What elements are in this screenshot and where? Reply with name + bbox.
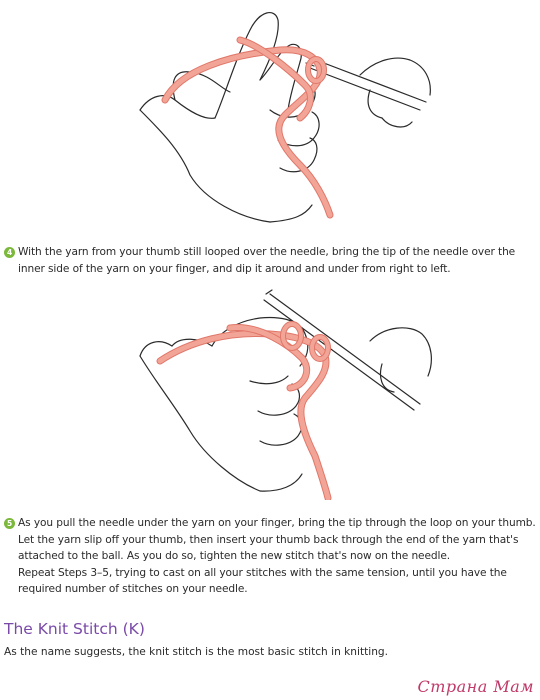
step-4-line-1: With the yarn from your thumb still looped over the needle, bring the tip of the needle over the [18, 246, 516, 258]
step-5-line-3: attached to the ball. As you do so, tighten the new stitch that's now on the needle. [18, 550, 451, 562]
illustration-cast-on-step-4 [120, 0, 440, 228]
thumb [173, 72, 230, 100]
step-5 [4, 515, 536, 598]
step-number-badge: 4 [4, 247, 15, 258]
step-5-line-4: Repeat Steps 3–5, trying to cast on all your stitches with the same tension, until you have the [18, 566, 507, 579]
step-5-line-1: As you pull the needle under the yarn on your finger, bring the tip through the loop on your thumb. [18, 517, 536, 529]
section-body-text: As the name suggests, the knit stitch is the most basic stitch in knitting. [4, 646, 389, 658]
hand-outline [140, 356, 260, 491]
step-number-badge: 5 [4, 518, 15, 529]
site-watermark: Страна Мам [417, 677, 534, 696]
step-4-line-2: inner side of the yarn on your finger, and dip it around and under from right to left. [18, 262, 451, 275]
step-5-line-2: Let the yarn slip off your thumb, then insert your thumb back through the end of the yarn that's [18, 533, 519, 546]
step-5-line-5: required number of stitches on your needle. [18, 583, 248, 595]
index-finger [215, 13, 278, 118]
hand-outline [140, 110, 270, 222]
section-heading: The Knit Stitch (K) [4, 620, 145, 638]
illustration-cast-on-step-5 [120, 286, 440, 500]
step-4 [4, 244, 530, 277]
